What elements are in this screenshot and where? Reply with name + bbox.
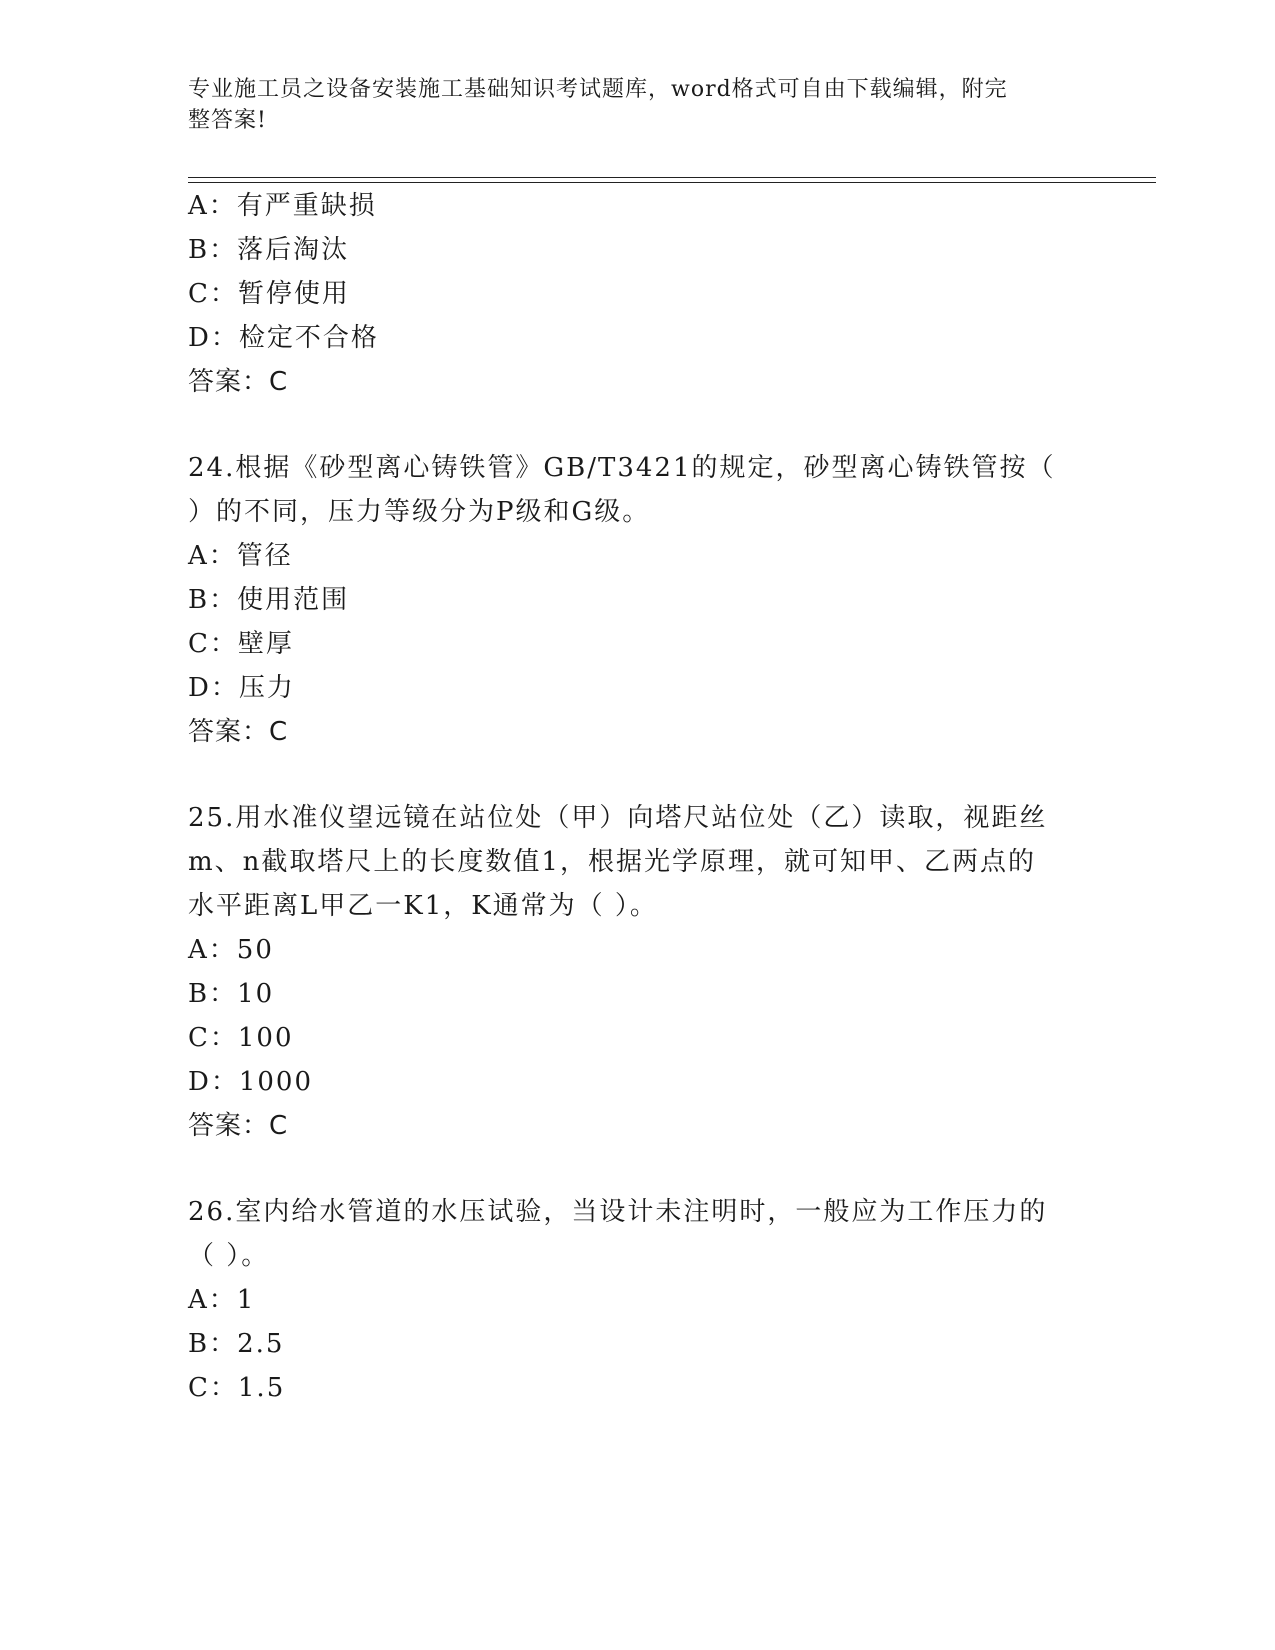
question-24-line-1: 24.根据《砂型离心铸铁管》GB/T3421的规定，砂型离心铸铁管按（ <box>188 453 1056 483</box>
q24-option-a: A：管径 <box>188 541 293 571</box>
q24-option-c: C：壁厚 <box>188 629 294 659</box>
q26-option-b: B：2.5 <box>188 1329 285 1359</box>
q26-option-a: A：1 <box>188 1285 256 1315</box>
q24-option-d: D：压力 <box>188 673 295 703</box>
header-line-2: 整答案! <box>188 108 267 133</box>
document-header <box>188 74 1088 136</box>
header-rule-bottom <box>188 182 1156 183</box>
question-25-line-1: 25.用水准仪望远镜在站位处（甲）向塔尺站位处（乙）读取，视距丝 <box>188 803 1048 833</box>
question-25-line-3: 水平距离L甲乙一K1，K通常为（ ）。 <box>188 891 658 921</box>
q25-answer: 答案：C <box>188 1111 289 1141</box>
answer-line: 答案：C <box>188 367 289 397</box>
q25-option-a: A：50 <box>188 935 274 965</box>
question-25-line-2: m、n截取塔尺上的长度数值1，根据光学原理，就可知甲、乙两点的 <box>188 847 1036 877</box>
q24-answer: 答案：C <box>188 717 289 747</box>
option-c: C：暂停使用 <box>188 279 350 309</box>
option-b: B：落后淘汰 <box>188 235 350 265</box>
option-a: A：有严重缺损 <box>188 191 377 221</box>
q25-option-c: C：100 <box>188 1023 294 1053</box>
q24-option-b: B：使用范围 <box>188 585 350 615</box>
question-24-line-2: ）的不同，压力等级分为P级和G级。 <box>188 497 651 527</box>
q25-option-d: D：1000 <box>188 1067 314 1097</box>
question-26-line-1: 26.室内给水管道的水压试验，当设计未注明时，一般应为工作压力的 <box>188 1197 1048 1227</box>
q25-option-b: B：10 <box>188 979 275 1009</box>
q26-option-c: C：1.5 <box>188 1373 286 1403</box>
header-line-1: 专业施工员之设备安装施工基础知识考试题库，word格式可自由下载编辑，附完 <box>188 77 1008 102</box>
header-rule-top <box>188 177 1156 178</box>
question-26-line-2: （ ）。 <box>188 1241 270 1271</box>
option-d: D：检定不合格 <box>188 323 379 353</box>
